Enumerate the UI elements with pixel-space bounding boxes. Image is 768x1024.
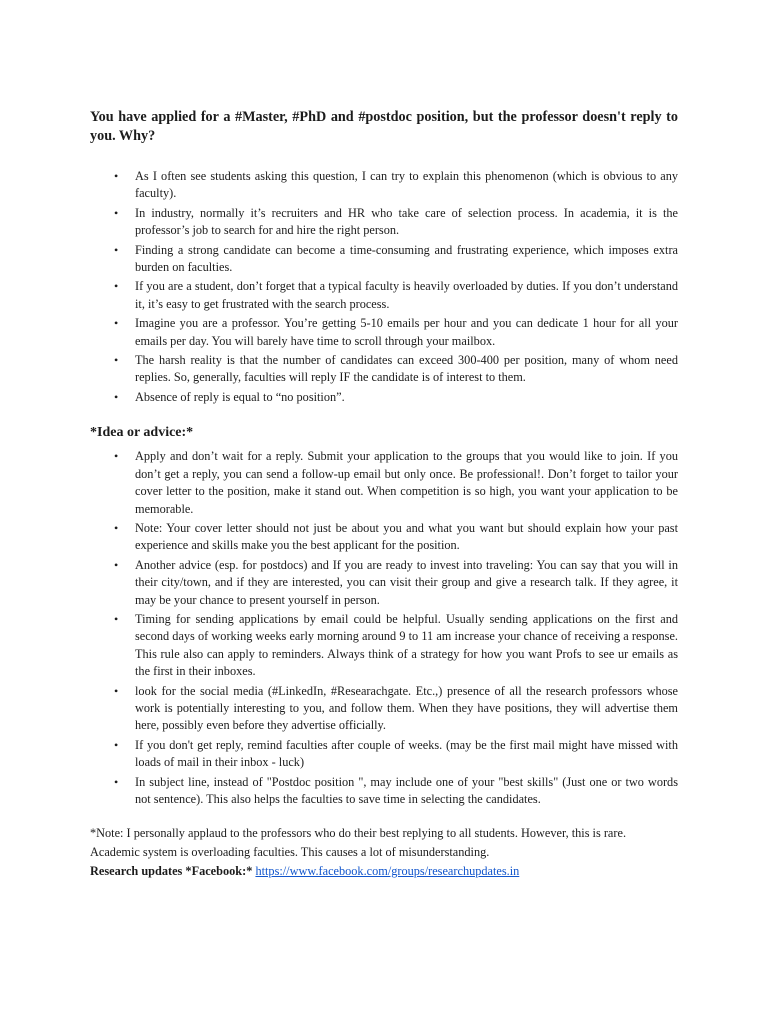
list-item-text: Timing for sending applications by email could be helpful. Usually sending applications on the first and second days of working weeks early morning around 9 to 11 am increase your chance of receiving a response. This rule also can apply to reminders. Always think of a strategy for how you want Profs to see ur emails as the first in their inboxes.: [135, 611, 678, 679]
note-line: *Note: I personally applaud to the professors who do their best replying to all students. However, this is rare.: [90, 826, 627, 841]
document-title: You have applied for a #Master, #PhD and #postdoc position, but the professor doesn't reply to you. Why?: [90, 109, 678, 144]
bullet-icon: •: [114, 205, 119, 220]
bullet-icon: •: [114, 774, 119, 789]
advice-list: [90, 448, 678, 808]
list-item: [90, 315, 678, 350]
advice-heading: *Idea or advice:*: [90, 425, 194, 441]
list-item-text: Imagine you are a professor. You’re getting 5-10 emails per hour and you can dedicate 1 hour for all your emails per day. You will barely have time to scroll through your mailbox.: [135, 316, 678, 348]
list-item: [90, 205, 678, 240]
bullet-icon: •: [114, 353, 119, 368]
bullet-icon: •: [114, 389, 119, 404]
note-line: Academic system is overloading faculties. This causes a lot of misunderstanding.: [90, 845, 490, 860]
list-item-text: Absence of reply is equal to “no position”.: [135, 389, 345, 404]
reasons-list: [90, 168, 678, 406]
list-item-text: Note: Your cover letter should not just be about you and what you want but should explain how your past experience and skills make you the best applicant for the position.: [135, 520, 678, 553]
list-item-text: look for the social media (#LinkedIn, #Researachgate. Etc.,) presence of all the research professors whose work is potentially interesting to you, and follow them. When they have positions, they will advertise them here, possibly even before they advertise officially.: [135, 683, 678, 733]
list-item: [90, 389, 678, 406]
list-item: [90, 448, 678, 518]
list-item: [90, 278, 678, 313]
list-item: [90, 737, 678, 772]
list-item-text: As I often see students asking this question, I can try to explain this phenomenon (which is obvious to any faculty).: [135, 169, 678, 201]
list-item-text: Apply and don’t wait for a reply. Submit your application to the groups that you would like to join. If you don’t get a reply, you can send a follow-up email but only once. Be professional!. Don’t forget to tailor your cover letter to the position, make it stand out. When competition is so high, you want your application to be memorable.: [135, 449, 678, 516]
bullet-icon: •: [114, 557, 119, 572]
list-item-text: Another advice (esp. for postdocs) and If you are ready to invest into traveling: You can say that you will in their city/town, and if they are interested, you can visit their group and give a research talk. If they agree, it may be your chance to present yourself in person.: [135, 557, 678, 607]
list-item: [90, 683, 678, 735]
list-item: [90, 520, 678, 555]
bullet-icon: •: [114, 279, 119, 294]
list-item: [90, 774, 678, 809]
facebook-group-link[interactable]: https://www.facebook.com/groups/researchupdates.in: [255, 864, 520, 879]
bullet-icon: •: [114, 520, 119, 535]
list-item-text: In subject line, instead of "Postdoc position ", may include one of your "best skills" (Just one or two words not sentence). This also helps the faculties to save time in selecting the candidates.: [135, 774, 678, 806]
list-item: [90, 611, 678, 681]
list-item: [90, 168, 678, 203]
research-updates-label: Research updates *Facebook:*: [90, 864, 253, 879]
list-item-text: Finding a strong candidate can become a time-consuming and frustrating experience, which imposes extra burden on faculties.: [135, 242, 678, 275]
list-item-text: If you are a student, don’t forget that a typical faculty is heavily overloaded by duties. If you don’t understand it, it’s easy to get frustrated with the search process.: [135, 279, 678, 311]
list-item-text: If you don't get reply, remind faculties after couple of weeks. (may be the first mail might have missed with loads of mail in their inbox - luck): [135, 737, 678, 770]
bullet-icon: •: [114, 169, 119, 183]
research-updates-line: [90, 862, 678, 881]
bullet-icon: •: [114, 242, 119, 257]
bullet-icon: •: [114, 683, 119, 698]
note-block: [90, 824, 678, 881]
list-item-text: In industry, normally it’s recruiters and HR who take care of selection process. In academia, it is the professor’s job to search for and hire the right person.: [135, 205, 678, 238]
document-body: [90, 108, 678, 881]
list-item: [90, 352, 678, 387]
list-item-text: The harsh reality is that the number of candidates can exceed 300-400 per position, many of whom need replies. So, generally, faculties will reply IF the candidate is of interest to them.: [135, 353, 678, 385]
bullet-icon: •: [114, 449, 119, 464]
bullet-icon: •: [114, 316, 119, 331]
list-item: [90, 557, 678, 609]
bullet-icon: •: [114, 611, 119, 626]
bullet-icon: •: [114, 737, 119, 752]
list-item: [90, 242, 678, 277]
